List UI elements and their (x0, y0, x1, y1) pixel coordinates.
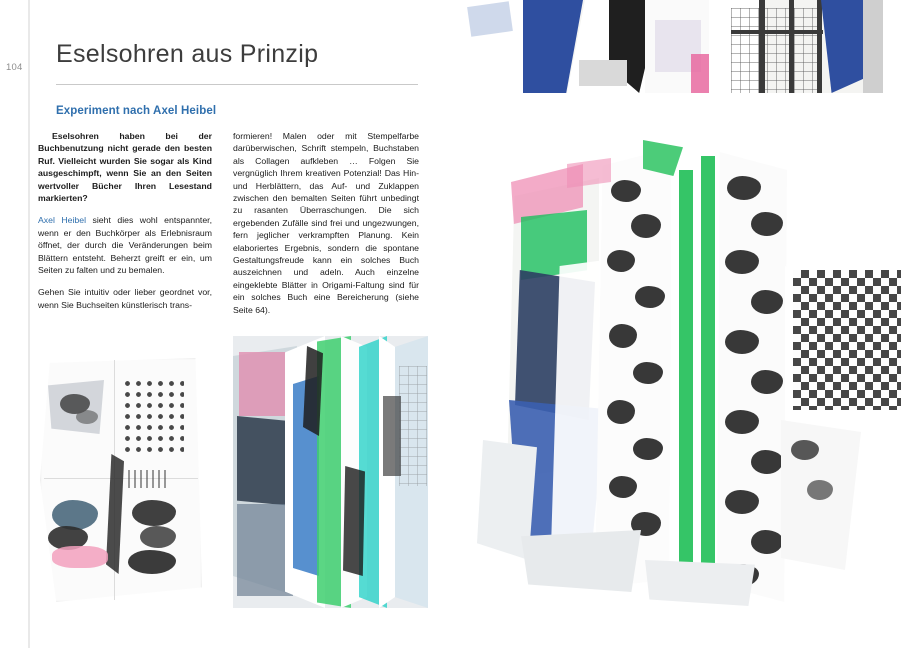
page-spine-rule (28, 0, 30, 648)
figure-right-large (455, 140, 918, 630)
artist-name: Axel Heibel (38, 215, 87, 226)
figure-bottom-middle (233, 336, 428, 608)
page-number: 104 (6, 62, 23, 73)
figure-bottom-left-image (36, 350, 206, 610)
section-subtitle: Experiment nach Axel Heibel (56, 105, 217, 117)
figure-top-strip (459, 0, 918, 93)
figure-bottom-middle-image (233, 336, 428, 608)
page-title: Eselsohren aus Prinzip (56, 40, 319, 68)
paragraph-lead: Eselsohren haben bei der Buchbenutzung nicht gerade den besten Ruf. Vielleicht wurden Sie sogar als Kind ausgeschimpft, wenn Sie an den Seiten wertvoller Bücher Ihren Lesestand markierten? (38, 131, 212, 204)
paragraph-heibel (38, 214, 212, 276)
paragraph-continuation: formieren! Malen oder mit Stempelfarbe darüberwischen, Schrift stempeln, Buchstaben als Collagen aufkleben … Folgen Sie vergnüglich Ihrem kreativen Potenzial! Das Hin- und Herblättern, das Auf- und Zuklappen zwischen den bemalten Seiten führt unbedingt zu rasanten Überraschungen. Die sich ergebenden Zufälle sind frei und ungezwungen, fern jeglicher verkrampften Planung. Kein elaboriertes Ergebnis, sondern die spontane Gestaltungsfreude kann ein solches Buch auszeichnen und adeln. Auch einzelne eingeklebte Blätter in Origami-Faltung sind für ein solches Buch eine Bereicherung (siehe Seite 64). (233, 131, 419, 315)
paragraph-heibel-rest: sieht dies wohl entspannter, wenn er den Buchkörper als Erlebnisraum öffnet, der durch die Veränderungen beim Blättern entsteht. Beherzt greift er ein, um Seiten zu falten und zu bemalen. (38, 215, 212, 276)
body-column-left (38, 130, 212, 321)
paragraph-intuitiv: Gehen Sie intuitiv oder lieber geordnet vor, wenn Sie Buchseiten künstlerisch trans- (38, 287, 212, 310)
figure-top-strip-image (459, 0, 918, 93)
figure-bottom-left (36, 350, 206, 610)
body-column-right (233, 130, 419, 326)
title-divider (56, 84, 418, 85)
figure-right-large-image (455, 140, 918, 630)
